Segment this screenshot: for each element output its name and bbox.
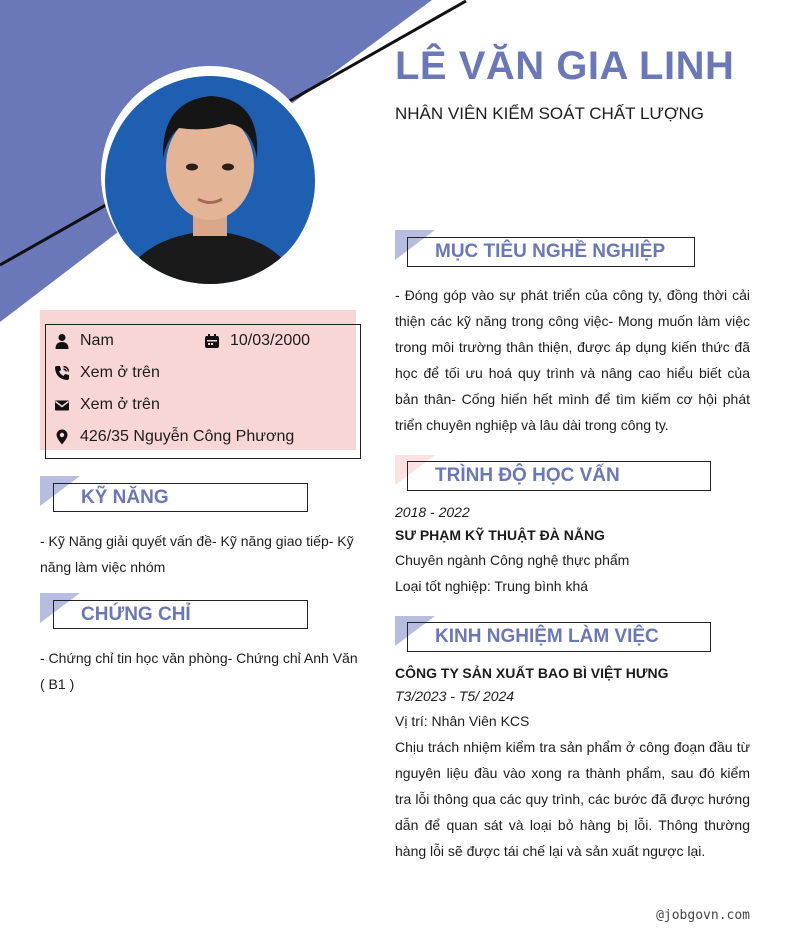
- education-period: 2018 - 2022: [395, 504, 470, 520]
- calendar-icon: [204, 333, 220, 349]
- certificates-heading: CHỨNG CHỈ: [53, 600, 308, 629]
- experience-period: T3/2023 - T5/ 2024: [395, 688, 515, 704]
- education-heading: TRÌNH ĐỘ HỌC VẤN: [407, 461, 711, 491]
- candidate-name: LÊ VĂN GIA LINH: [395, 44, 735, 88]
- skills-text: - Kỹ Năng giải quyết vấn đề- Kỹ năng giao tiếp- Kỹ năng làm việc nhóm: [40, 533, 354, 575]
- mail-icon: [54, 397, 70, 413]
- location-icon: [54, 429, 70, 445]
- gender-value: Nam: [80, 332, 114, 349]
- education-school: SƯ PHẠM KỸ THUẬT ĐÀ NẴNG: [395, 527, 605, 543]
- dob-value: 10/03/2000: [230, 332, 311, 349]
- phone-icon: [54, 365, 70, 381]
- job-title: NHÂN VIÊN KIỂM SOÁT CHẤT LƯỢNG: [395, 104, 705, 123]
- dob-row: [204, 332, 310, 350]
- skills-heading: KỸ NĂNG: [53, 483, 308, 512]
- phone-row: [54, 364, 160, 382]
- address-row: [54, 428, 294, 446]
- experience-heading: KINH NGHIỆM LÀM VIỆC: [407, 622, 711, 652]
- education-major: Chuyên ngành Công nghệ thực phẩm: [395, 552, 630, 568]
- objective-text: - Đóng góp vào sự phát triển của công ty, đồng thời cải thiện các kỹ năng trong công việc- Mong muốn làm việc trong môi trường thân thiện, được áp dụng kiến thức đã học để tối ưu hoá quy trình và nâng cao hiểu biết của bản thân- Cống hiến hết mình để tìm kiếm cơ hội phát triển chuyên nghiệp và lâu dài trong công ty.: [395, 287, 750, 433]
- education-grade: Loại tốt nghiệp: Trung bình khá: [395, 578, 589, 594]
- certificates-text: - Chứng chỉ tin học văn phòng- Chứng chỉ Anh Văn ( B1 ): [40, 650, 358, 692]
- experience-company: CÔNG TY SẢN XUẤT BAO BÌ VIỆT HƯNG: [395, 665, 669, 681]
- email-value: Xem ở trên: [80, 396, 160, 413]
- gender-row: [54, 332, 114, 350]
- objective-heading: MỤC TIÊU NGHỀ NGHIỆP: [407, 237, 695, 267]
- email-row: [54, 396, 160, 414]
- phone-value: Xem ở trên: [80, 364, 160, 381]
- person-icon: [54, 333, 70, 349]
- experience-description: Chịu trách nhiệm kiểm tra sản phẩm ở công đoạn đầu từ nguyên liệu đầu vào xong ra thành phẩm, sau đó kiểm tra lỗi thông qua các quy trình, các bước đã được hướng dẫn để quan sát và loại bỏ hàng bị lỗi. Thông thường hàng lỗi sẽ được tái chế lại và sản xuất ngược lại.: [395, 739, 750, 859]
- address-value: 426/35 Nguyễn Công Phương: [80, 428, 295, 445]
- profile-photo: [101, 66, 319, 284]
- experience-position: Vị trí: Nhân Viên KCS: [395, 713, 530, 729]
- watermark: @jobgovn.com: [656, 908, 750, 923]
